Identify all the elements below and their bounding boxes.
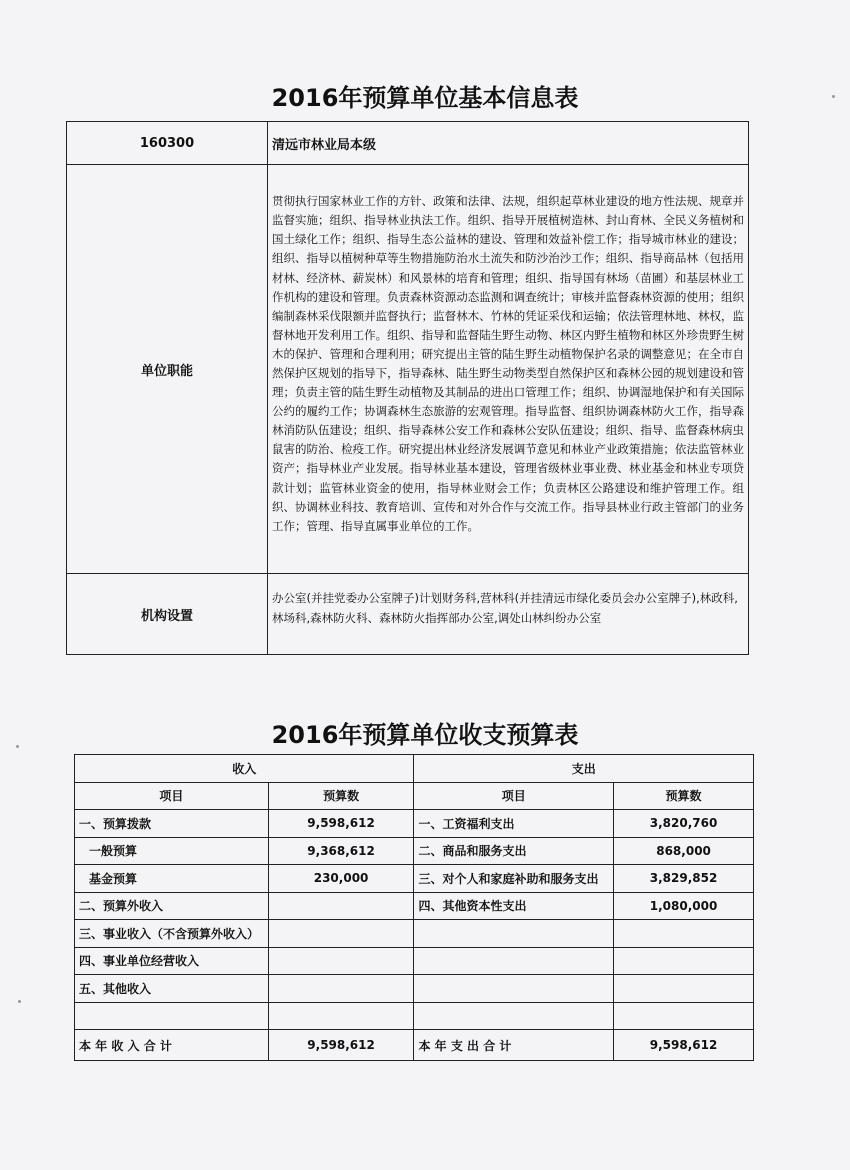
org-cell (268, 574, 749, 655)
expense-item (414, 1002, 614, 1030)
table-row (75, 1002, 754, 1030)
expense-item: 二、商品和服务支出 (414, 837, 614, 865)
income-amount (268, 892, 414, 920)
income-total: 9,598,612 (268, 1030, 414, 1061)
function-label: 单位职能 (67, 165, 268, 574)
unit-name: 清远市林业局本级 (268, 122, 749, 165)
function-cell (268, 165, 749, 574)
expense-amount: 868,000 (614, 837, 754, 865)
expense-item (414, 920, 614, 948)
income-amount-header: 预算数 (268, 782, 414, 810)
income-item: 四、事业单位经营收入 (75, 947, 269, 975)
table-row (67, 574, 749, 655)
income-item (75, 1002, 269, 1030)
income-amount (268, 1002, 414, 1030)
income-total-label: 本 年 收 入 合 计 (75, 1030, 269, 1061)
income-item: 二、预算外收入 (75, 892, 269, 920)
income-amount (268, 975, 414, 1003)
table-row (75, 920, 754, 948)
function-text: 贯彻执行国家林业工作的方针、政策和法律、法规，组织起草林业建设的地方性法规、规章并监督实施；组织、指导林业执法工作。组织、指导开展植树造林、封山育林、全民义务植树和国土绿化工作；组织、指导生态公益林的建设、管理和效益补偿工作；指导城市林业的建设；组织、指导以植树种草等生物措施防治水土流失和防沙治沙工作；组织、指导商品林（包括用材林、经济林、薪炭林）和风景林的培育和管理；组织、指导国有林场（苗圃）和基层林业工作机构的建设和管理。负责森林资源动态监测和调查统计；审核并监督森林资源的使用；组织编制森林采伐限额并监督执行；监督林木、竹林的凭证采伐和运输；依法管理林地、林权，监督林地开发利用工作。组织、指导和监督陆生野生动物、林区内野生植物和林区外珍贵野生树木的保护、管理和合理利用；研究提出主管的陆生野生动植物保护名录的调整意见；在全市自然保护区规划的指导下，指导森林、陆生野生动物类型自然保护区和森林公园的规划建设和管理；负责主管的陆生野生动植物及其制品的进出口管理工作；组织、协调湿地保护和有关国际公约的履约工作；协调森林生态旅游的宏观管理。指导监督、组织协调森林防火工作，指导森林消防队伍建设；组织、指导森林公安工作和森林公安队伍建设；组织、指导、监督森林病虫鼠害的防治、检疫工作。研究提出林业经济发展调节意见和林业产业政策措施；依法监管林业资产；指导林业产业发展。指导林业基本建设，管理省级林业事业费、林业基金和林业专项贷款计划；监管林业资金的使用，指导林业财会工作；负责林区公路建设和维护管理工作。组织、协调林业科技、教育培训、宣传和对外合作与交流工作。指导县林业行政主管部门的业务工作；管理、指导直属事业单位的工作。 (272, 194, 744, 533)
expense-item (414, 947, 614, 975)
table-row (75, 975, 754, 1003)
scan-speck (18, 1000, 21, 1003)
table-row (75, 892, 754, 920)
expense-item-header: 项目 (414, 782, 614, 810)
table-row (75, 755, 754, 783)
income-amount: 9,598,612 (268, 810, 414, 838)
info-table-title: 2016年预算单位基本信息表 (271, 84, 579, 112)
expense-item (414, 975, 614, 1003)
income-item: 三、事业收入（不含预算外收入） (75, 920, 269, 948)
expense-amount: 1,080,000 (614, 892, 754, 920)
scan-speck (832, 95, 835, 98)
income-amount (268, 947, 414, 975)
table-row (75, 947, 754, 975)
income-amount: 230,000 (268, 865, 414, 893)
expense-total-label: 本 年 支 出 合 计 (414, 1030, 614, 1061)
expense-amount (614, 920, 754, 948)
table-row (75, 837, 754, 865)
table-row (67, 165, 749, 574)
income-header: 收入 (75, 755, 414, 783)
expense-amount (614, 975, 754, 1003)
scan-speck (16, 745, 19, 748)
budget-table-title: 2016年预算单位收支预算表 (271, 721, 579, 749)
expense-total: 9,598,612 (614, 1030, 754, 1061)
income-item: 一般预算 (75, 837, 269, 865)
expense-item: 一、工资福利支出 (414, 810, 614, 838)
expense-item: 三、对个人和家庭补助和服务支出 (414, 865, 614, 893)
income-item: 一、预算拨款 (75, 810, 269, 838)
total-row (75, 1030, 754, 1061)
basic-info-table (66, 121, 749, 655)
table-row (75, 865, 754, 893)
org-text: 办公室(并挂党委办公室牌子)计划财务科,营林科(并挂清远市绿化委员会办公室牌子),林政科,林场科,森林防火科、森林防火指挥部办公室,调处山林纠纷办公室 (272, 591, 738, 625)
expense-item: 四、其他资本性支出 (414, 892, 614, 920)
income-item: 基金预算 (75, 865, 269, 893)
expense-amount (614, 1002, 754, 1030)
income-item: 五、其他收入 (75, 975, 269, 1003)
table-row (75, 810, 754, 838)
expense-amount: 3,820,760 (614, 810, 754, 838)
expense-amount: 3,829,852 (614, 865, 754, 893)
expense-amount (614, 947, 754, 975)
table-row (75, 782, 754, 810)
income-item-header: 项目 (75, 782, 269, 810)
income-amount (268, 920, 414, 948)
org-label: 机构设置 (67, 574, 268, 655)
budget-table (74, 754, 754, 1061)
income-amount: 9,368,612 (268, 837, 414, 865)
unit-code: 160300 (67, 122, 268, 165)
table-row (67, 122, 749, 165)
expense-header: 支出 (414, 755, 754, 783)
expense-amount-header: 预算数 (614, 782, 754, 810)
